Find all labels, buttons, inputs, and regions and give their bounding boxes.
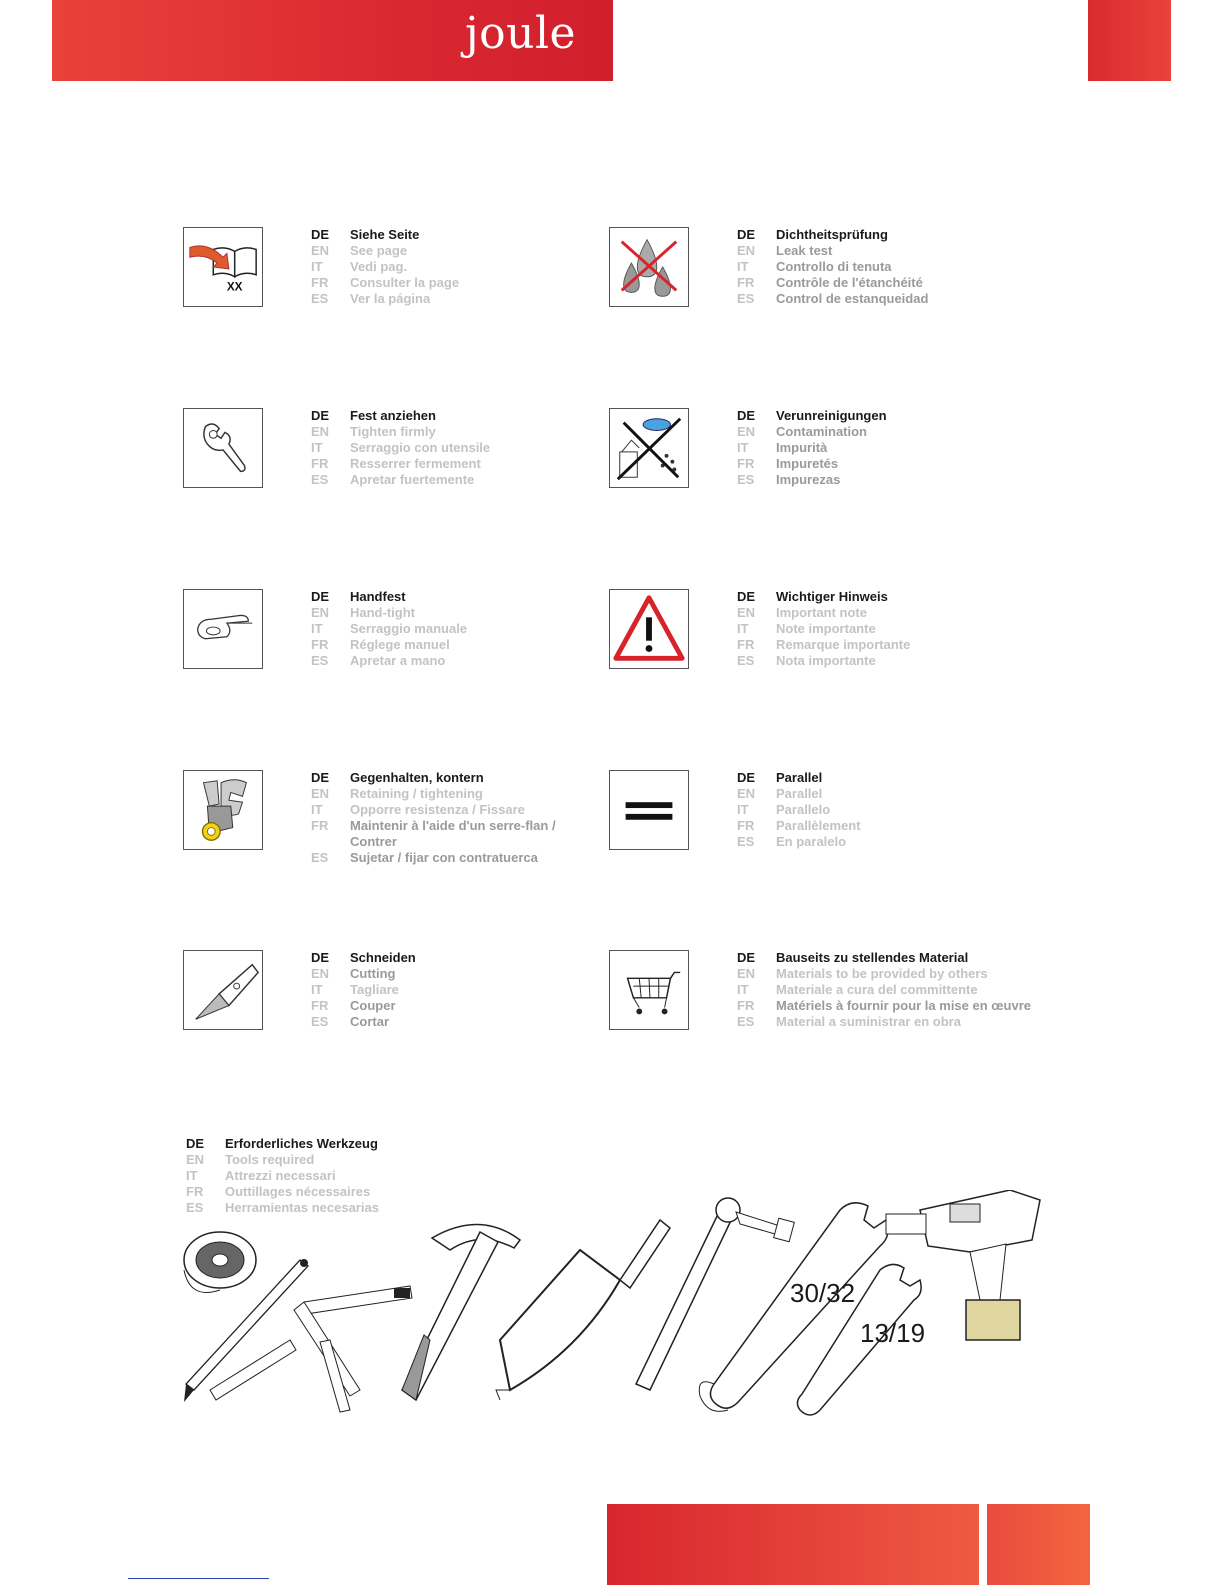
lang-code: ES: [311, 1014, 329, 1029]
legend-text: Tools required: [225, 1152, 315, 1167]
lang-code: ES: [311, 291, 329, 306]
legend-text: Parallelo: [776, 802, 831, 817]
legend-text: Impurità: [776, 440, 828, 455]
contamination-icon: [609, 408, 689, 488]
lang-code: IT: [311, 982, 323, 997]
lang-code: ES: [311, 653, 329, 668]
footer-band: [607, 1504, 979, 1585]
wrench-size-small: 13/19: [860, 1318, 926, 1348]
lang-code: IT: [737, 259, 749, 274]
footer-page-tab: [987, 1504, 1090, 1585]
lang-code: ES: [311, 472, 329, 487]
legend-text: Controllo di tenuta: [776, 259, 892, 274]
legend-text: Gegenhalten, kontern: [350, 770, 484, 785]
legend-text: Material a suministrar en obra: [776, 1014, 961, 1029]
lang-code: FR: [186, 1184, 204, 1199]
legend-text: Parallèlement: [776, 818, 861, 833]
lang-code: IT: [737, 982, 749, 997]
legend-text: Réglege manuel: [350, 637, 450, 652]
lang-code: IT: [737, 621, 749, 636]
wire-spool-icon: [184, 1232, 256, 1293]
lang-code: EN: [311, 605, 330, 620]
lang-code: EN: [186, 1152, 205, 1167]
legend-text: Parallel: [776, 770, 823, 785]
tools-illustration: [180, 1190, 1060, 1435]
legend-text: Siehe Seite: [350, 227, 420, 242]
lang-code: EN: [311, 966, 330, 981]
legend-text: Verunreinigungen: [776, 408, 887, 423]
see-page-icon: [183, 227, 263, 307]
lang-code: EN: [737, 966, 756, 981]
lang-code: ES: [737, 653, 755, 668]
lang-code: FR: [737, 456, 755, 471]
lang-code: ES: [186, 1200, 204, 1215]
lang-code: IT: [311, 621, 323, 636]
lang-code: FR: [311, 275, 329, 290]
lang-code: IT: [737, 802, 749, 817]
legend-text: Fest anziehen: [350, 408, 436, 423]
lang-code: EN: [737, 243, 756, 258]
wrench-tighten-icon: [183, 408, 263, 488]
brand-logo: joule: [465, 8, 577, 59]
lang-code: DE: [311, 589, 330, 604]
legend-text: Important note: [776, 605, 867, 620]
lang-code: ES: [737, 834, 755, 849]
lang-code: ES: [311, 850, 329, 865]
legend-text: Bauseits zu stellendes Material: [776, 950, 969, 965]
legend-text: Cutting: [350, 966, 396, 981]
lang-code: FR: [737, 998, 755, 1013]
legend-text: Impurezas: [776, 472, 841, 487]
legend-text: Serraggio manuale: [350, 621, 468, 636]
lang-code: ES: [737, 291, 755, 306]
legend-text: Ver la página: [350, 291, 431, 306]
legend-text: Sujetar / fijar con contratuerca: [350, 850, 538, 865]
lang-code: FR: [737, 818, 755, 833]
lang-code: IT: [186, 1168, 198, 1183]
legend-text: Attrezzi necessari: [225, 1168, 336, 1183]
lang-code: EN: [737, 786, 756, 801]
footer-link-underline: [128, 1578, 269, 1579]
legend-text: Note importante: [776, 621, 876, 636]
lang-code: FR: [737, 637, 755, 652]
shopping-cart-icon: [609, 950, 689, 1030]
legend-text: Remarque importante: [776, 637, 911, 652]
lang-code: IT: [311, 259, 323, 274]
legend-text: Tagliare: [350, 982, 399, 997]
lang-code: EN: [311, 424, 330, 439]
legend-text: Resserrer fermement: [350, 456, 481, 471]
lang-code: EN: [737, 605, 756, 620]
lang-code: DE: [737, 589, 756, 604]
legend-text: Nota importante: [776, 653, 876, 668]
lang-code: DE: [311, 408, 330, 423]
legend-text: Retaining / tightening: [350, 786, 483, 801]
hammer-icon: [402, 1224, 520, 1400]
legend-text: En paralelo: [776, 834, 847, 849]
legend-text: Wichtiger Hinweis: [776, 589, 888, 604]
lang-code: EN: [311, 243, 330, 258]
counter-hold-icon: [183, 770, 263, 850]
lang-code: DE: [311, 770, 330, 785]
legend-text: See page: [350, 243, 408, 258]
legend-text: Vedi pag.: [350, 259, 408, 274]
legend-text: Contamination: [776, 424, 867, 439]
lang-code: DE: [737, 950, 756, 965]
legend-text: Apretar fuertemente: [350, 472, 475, 487]
warning-icon: [609, 589, 689, 669]
lang-code: DE: [186, 1136, 205, 1151]
lang-code: FR: [311, 637, 329, 652]
legend-text: Schneiden: [350, 950, 416, 965]
lang-code: IT: [737, 440, 749, 455]
legend-text: Couper: [350, 998, 396, 1013]
header-corner-tab: [1088, 0, 1171, 81]
legend-text: Herramientas necesarias: [225, 1200, 379, 1215]
legend-text: Handfest: [350, 589, 406, 604]
lang-code: DE: [737, 408, 756, 423]
lang-code: DE: [311, 227, 330, 242]
lang-code: IT: [311, 802, 323, 817]
legend-text: Dichtheitsprüfung: [776, 227, 888, 242]
lang-code: ES: [737, 1014, 755, 1029]
lang-code: DE: [311, 950, 330, 965]
lang-code: FR: [311, 818, 329, 833]
lang-code: FR: [737, 275, 755, 290]
legend-text: Hand-tight: [350, 605, 415, 620]
legend-text: Materials to be provided by others: [776, 966, 988, 981]
lang-code: DE: [737, 227, 756, 242]
leak-test-icon: [609, 227, 689, 307]
lang-code: IT: [311, 440, 323, 455]
folding-rule-icon: [210, 1286, 412, 1412]
wrench-size-large: 30/32: [790, 1278, 856, 1308]
legend-text: Apretar a mano: [350, 653, 446, 668]
see-page-box-label: XX: [226, 280, 243, 294]
legend-text: Maintenir à l'aide d'un serre-flan / Contrer: [350, 818, 556, 849]
lang-code: EN: [311, 786, 330, 801]
legend-text: Cortar: [350, 1014, 390, 1029]
legend-text: Matériels à fournir pour la mise en œuvre: [776, 998, 1032, 1013]
lang-code: FR: [311, 998, 329, 1013]
legend-text: Contrôle de l'étanchéité: [776, 275, 923, 290]
legend-text: Impuretés: [776, 456, 839, 471]
legend-text: Parallel: [776, 786, 823, 801]
lang-code: ES: [737, 472, 755, 487]
lang-code: EN: [737, 424, 756, 439]
cutter-icon: [183, 950, 263, 1030]
lang-code: DE: [737, 770, 756, 785]
hand-tight-icon: [183, 589, 263, 669]
parallel-icon: [609, 770, 689, 850]
legend-text: Opporre resistenza / Fissare: [350, 802, 525, 817]
legend-text: Leak test: [776, 243, 833, 258]
legend-text: Erforderliches Werkzeug: [225, 1136, 378, 1151]
legend-text: Outtillages nécessaires: [225, 1184, 371, 1199]
legend-text: Consulter la page: [350, 275, 460, 290]
legend-text: Materiale a cura del committente: [776, 982, 978, 997]
lang-code: FR: [311, 456, 329, 471]
legend-text: Tighten firmly: [350, 424, 436, 439]
legend-text: Serraggio con utensile: [350, 440, 491, 455]
legend-text: Control de estanqueidad: [776, 291, 929, 306]
